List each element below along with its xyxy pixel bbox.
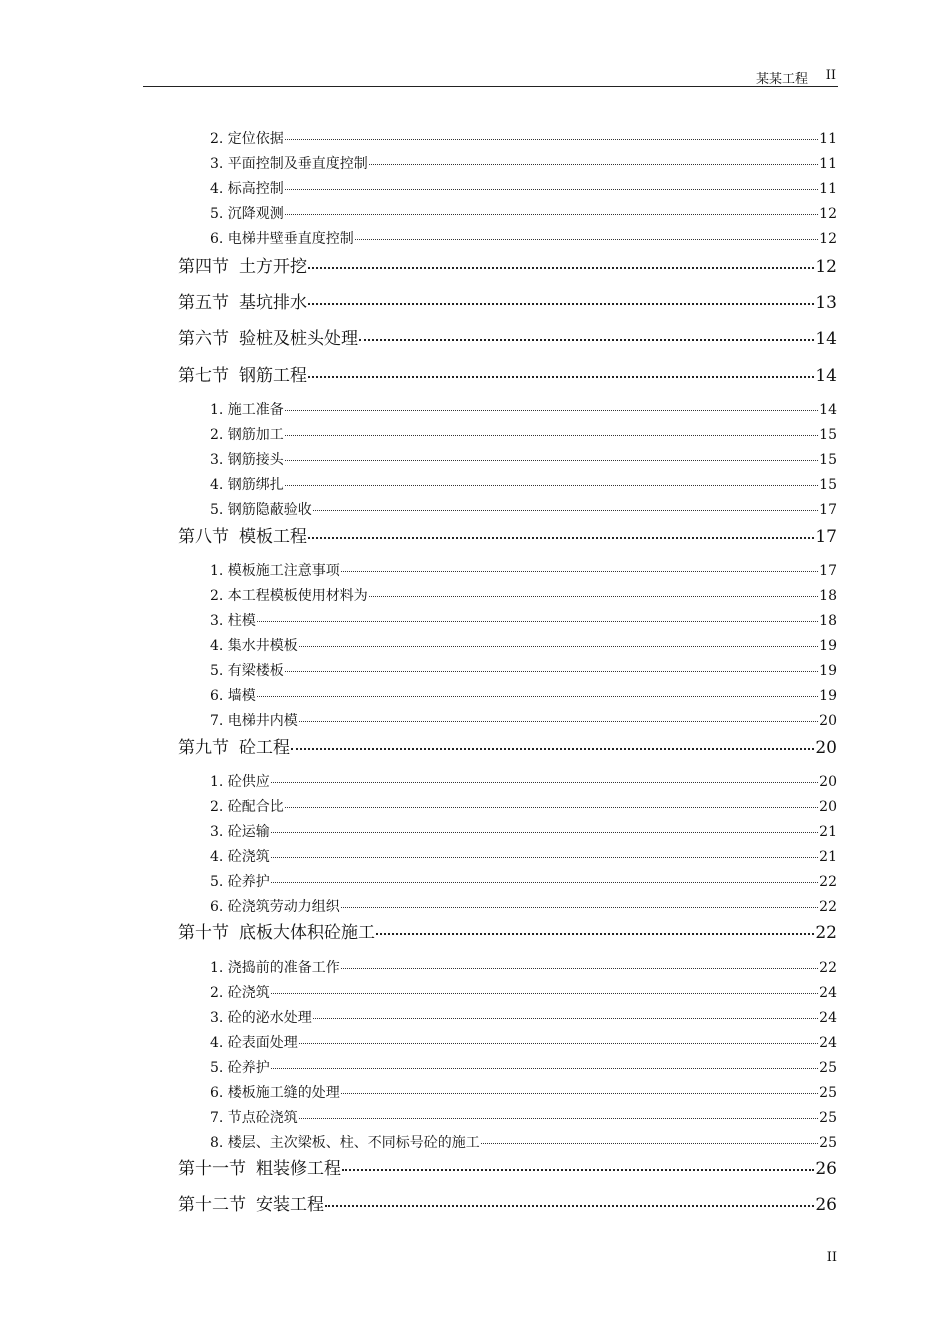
toc-dot-leader (341, 1093, 818, 1094)
toc-page-number: 22 (815, 923, 837, 943)
toc-entry-label (178, 733, 290, 758)
toc-page-number: 11 (819, 131, 837, 147)
toc-page-number: 20 (819, 774, 837, 790)
toc-entry-label (178, 1190, 324, 1215)
toc-dot-leader (308, 537, 814, 539)
toc-page-number: 24 (819, 1035, 837, 1051)
toc-section-entry[interactable] (178, 522, 837, 547)
toc-page-number: 21 (819, 849, 837, 865)
toc-page-number: 24 (819, 1010, 837, 1026)
toc-entry-label: 7. 电梯井内模 (210, 713, 298, 729)
toc-entry-label: 1. 浇捣前的准备工作 (210, 960, 340, 976)
toc-entry-label: 6. 砼浇筑劳动力组织 (210, 899, 340, 915)
toc-entry-label: 3. 砼的泌水处理 (210, 1010, 312, 1026)
toc-subentry[interactable] (210, 1032, 837, 1050)
toc-entry-label: 5. 沉降观测 (210, 206, 284, 222)
toc-section-title: 砼工程 (239, 738, 290, 758)
toc-dot-leader (271, 882, 818, 883)
toc-page-number: 19 (819, 663, 837, 679)
toc-page-number: 20 (819, 799, 837, 815)
toc-page-number: 17 (819, 502, 837, 518)
toc-dot-leader (369, 164, 818, 165)
toc-subentry[interactable] (210, 710, 837, 728)
toc-entry-label: 5. 钢筋隐蔽验收 (210, 502, 312, 518)
toc-page-number: 18 (819, 588, 837, 604)
toc-subentry[interactable] (210, 821, 837, 839)
toc-section-number: 第十二节 (178, 1195, 246, 1215)
toc-entry-label: 3. 砼运输 (210, 824, 270, 840)
toc-section-title: 安装工程 (256, 1195, 324, 1215)
toc-dot-leader (299, 721, 818, 722)
toc-page-number: 25 (819, 1085, 837, 1101)
toc-page-number: 19 (819, 638, 837, 654)
toc-dot-leader (285, 485, 818, 486)
toc-dot-leader (341, 968, 818, 969)
toc-section-entry[interactable] (178, 324, 837, 349)
toc-dot-leader (257, 621, 818, 622)
toc-entry-label: 5. 砼养护 (210, 874, 270, 890)
toc-subentry[interactable] (210, 449, 837, 467)
footer-page-number: II (826, 1250, 837, 1265)
toc-subentry[interactable] (210, 1082, 837, 1100)
toc-dot-leader (341, 907, 818, 908)
toc-entry-label: 5. 有梁楼板 (210, 663, 284, 679)
toc-section-number: 第四节 (178, 257, 229, 277)
toc-entry-label: 6. 楼板施工缝的处理 (210, 1085, 340, 1101)
toc-subentry[interactable] (210, 896, 837, 914)
toc-page-number: 15 (819, 477, 837, 493)
toc-dot-leader (341, 571, 818, 572)
toc-subentry[interactable] (210, 560, 837, 578)
toc-page-number: 22 (819, 874, 837, 890)
toc-section-title: 底板大体积砼施工 (239, 923, 375, 943)
toc-subentry[interactable] (210, 796, 837, 814)
toc-entry-label: 2. 钢筋加工 (210, 427, 284, 443)
toc-dot-leader (285, 671, 818, 672)
toc-entry-label: 2. 定位依据 (210, 131, 284, 147)
toc-section-entry[interactable] (178, 918, 837, 943)
toc-entry-label (178, 522, 307, 547)
toc-subentry[interactable] (210, 203, 837, 221)
toc-page-number: 11 (819, 181, 837, 197)
toc-page-number: 15 (819, 452, 837, 468)
toc-dot-leader (308, 376, 814, 378)
toc-page-number: 25 (819, 1135, 837, 1151)
toc-section-entry[interactable] (178, 288, 837, 313)
toc-dot-leader (481, 1143, 818, 1144)
toc-dot-leader (308, 303, 814, 305)
toc-page-number: 12 (815, 257, 837, 277)
toc-entry-label: 2. 砼浇筑 (210, 985, 270, 1001)
toc-dot-leader (325, 1205, 814, 1207)
toc-dot-leader (299, 646, 818, 647)
toc-page-number: 14 (815, 366, 837, 386)
toc-entry-label: 4. 集水井模板 (210, 638, 298, 654)
toc-subentry[interactable] (210, 1007, 837, 1025)
toc-dot-leader (285, 139, 818, 140)
toc-section-entry[interactable] (178, 252, 837, 277)
toc-dot-leader (271, 832, 818, 833)
header-page-number: II (825, 68, 836, 83)
toc-page-number: 14 (819, 402, 837, 418)
toc-section-entry[interactable] (178, 1190, 837, 1215)
toc-page-number: 18 (819, 613, 837, 629)
toc-entry-label: 2. 砼配合比 (210, 799, 284, 815)
toc-subentry[interactable] (210, 424, 837, 442)
toc-subentry[interactable] (210, 660, 837, 678)
toc-page-number: 11 (819, 156, 837, 172)
toc-subentry[interactable] (210, 1057, 837, 1075)
toc-dot-leader (376, 933, 814, 935)
toc-entry-label: 3. 柱模 (210, 613, 256, 629)
toc-subentry[interactable] (210, 178, 837, 196)
toc-subentry[interactable] (210, 499, 837, 517)
page-header (143, 66, 838, 87)
toc-dot-leader (285, 435, 818, 436)
toc-page-number: 25 (819, 1060, 837, 1076)
toc-entry-label: 3. 平面控制及垂直度控制 (210, 156, 368, 172)
toc-dot-leader (271, 857, 818, 858)
toc-subentry[interactable] (210, 228, 837, 246)
toc-entry-label (178, 1154, 341, 1179)
toc-page-number: 13 (815, 293, 837, 313)
toc-subentry[interactable] (210, 1107, 837, 1125)
toc-section-number: 第八节 (178, 527, 229, 547)
toc-subentry[interactable] (210, 846, 837, 864)
toc-dot-leader (355, 239, 818, 240)
toc-dot-leader (313, 1018, 818, 1019)
toc-page-number: 15 (819, 427, 837, 443)
toc-section-entry[interactable] (178, 361, 837, 386)
toc-subentry[interactable] (210, 128, 837, 146)
toc-page-number: 20 (815, 738, 837, 758)
toc-entry-label (178, 361, 307, 386)
toc-section-title: 基坑排水 (239, 293, 307, 313)
toc-entry-label: 1. 模板施工注意事项 (210, 563, 340, 579)
toc-page-number: 22 (819, 960, 837, 976)
toc-subentry[interactable] (210, 474, 837, 492)
toc-page-number: 17 (819, 563, 837, 579)
toc-section-title: 土方开挖 (239, 257, 307, 277)
toc-entry-label: 3. 钢筋接头 (210, 452, 284, 468)
toc-page-number: 22 (819, 899, 837, 915)
toc-page-number: 24 (819, 985, 837, 1001)
toc-section-number: 第五节 (178, 293, 229, 313)
toc-page-number: 20 (819, 713, 837, 729)
toc-dot-leader (271, 1068, 818, 1069)
toc-entry-label (178, 918, 375, 943)
toc-subentry[interactable] (210, 685, 837, 703)
toc-subentry[interactable] (210, 771, 837, 789)
toc-dot-leader (313, 510, 818, 511)
toc-page-number: 21 (819, 824, 837, 840)
toc-entry-label (178, 252, 307, 277)
toc-entry-label: 1. 施工准备 (210, 402, 284, 418)
toc-section-title: 钢筋工程 (239, 366, 307, 386)
toc-dot-leader (369, 596, 818, 597)
toc-section-number: 第十节 (178, 923, 229, 943)
toc-dot-leader (299, 1118, 818, 1119)
toc-entry-label: 4. 砼浇筑 (210, 849, 270, 865)
toc-subentry[interactable] (210, 610, 837, 628)
toc-page-number: 14 (815, 329, 837, 349)
toc-entry-label: 4. 钢筋绑扎 (210, 477, 284, 493)
toc-entry-label: 2. 本工程模板使用材料为 (210, 588, 368, 604)
toc-dot-leader (271, 782, 818, 783)
toc-page-number: 17 (815, 527, 837, 547)
toc-section-title: 验桩及桩头处理 (239, 329, 358, 349)
toc-subentry[interactable] (210, 871, 837, 889)
toc-dot-leader (257, 696, 818, 697)
toc-dot-leader (291, 748, 814, 750)
toc-dot-leader (359, 339, 814, 341)
toc-section-number: 第九节 (178, 738, 229, 758)
toc-dot-leader (299, 1043, 818, 1044)
toc-page-number: 26 (815, 1195, 837, 1215)
toc-dot-leader (342, 1169, 814, 1171)
toc-subentry[interactable] (210, 153, 837, 171)
toc-section-entry[interactable] (178, 1154, 837, 1179)
toc-entry-label (178, 324, 358, 349)
toc-section-title: 模板工程 (239, 527, 307, 547)
toc-dot-leader (285, 460, 818, 461)
toc-subentry[interactable] (210, 585, 837, 603)
toc-dot-leader (285, 189, 818, 190)
toc-page-number: 26 (815, 1159, 837, 1179)
toc-page-number: 12 (819, 231, 837, 247)
toc-subentry[interactable] (210, 399, 837, 417)
toc-entry-label: 6. 电梯井壁垂直度控制 (210, 231, 354, 247)
toc-subentry[interactable] (210, 957, 837, 975)
toc-section-number: 第十一节 (178, 1159, 246, 1179)
toc-entry-label: 8. 楼层、主次梁板、柱、不同标号砼的施工 (210, 1135, 480, 1151)
toc-subentry[interactable] (210, 635, 837, 653)
toc-entry-label: 1. 砼供应 (210, 774, 270, 790)
toc-section-title: 粗装修工程 (256, 1159, 341, 1179)
toc-entry-label (178, 288, 307, 313)
toc-subentry[interactable] (210, 1132, 837, 1150)
toc-entry-label: 4. 标高控制 (210, 181, 284, 197)
toc-dot-leader (308, 267, 814, 269)
toc-page-number: 25 (819, 1110, 837, 1126)
toc-dot-leader (285, 214, 818, 215)
toc-section-number: 第七节 (178, 366, 229, 386)
toc-page-number: 19 (819, 688, 837, 704)
toc-entry-label: 6. 墙模 (210, 688, 256, 704)
toc-section-number: 第六节 (178, 329, 229, 349)
toc-section-entry[interactable] (178, 733, 837, 758)
toc-entry-label: 5. 砼养护 (210, 1060, 270, 1076)
toc-dot-leader (285, 807, 818, 808)
toc-subentry[interactable] (210, 982, 837, 1000)
toc-dot-leader (285, 410, 818, 411)
toc-page-number: 12 (819, 206, 837, 222)
header-title: 某某工程 (755, 72, 808, 87)
toc-entry-label: 7. 节点砼浇筑 (210, 1110, 298, 1126)
toc-dot-leader (271, 993, 818, 994)
toc-entry-label: 4. 砼表面处理 (210, 1035, 298, 1051)
